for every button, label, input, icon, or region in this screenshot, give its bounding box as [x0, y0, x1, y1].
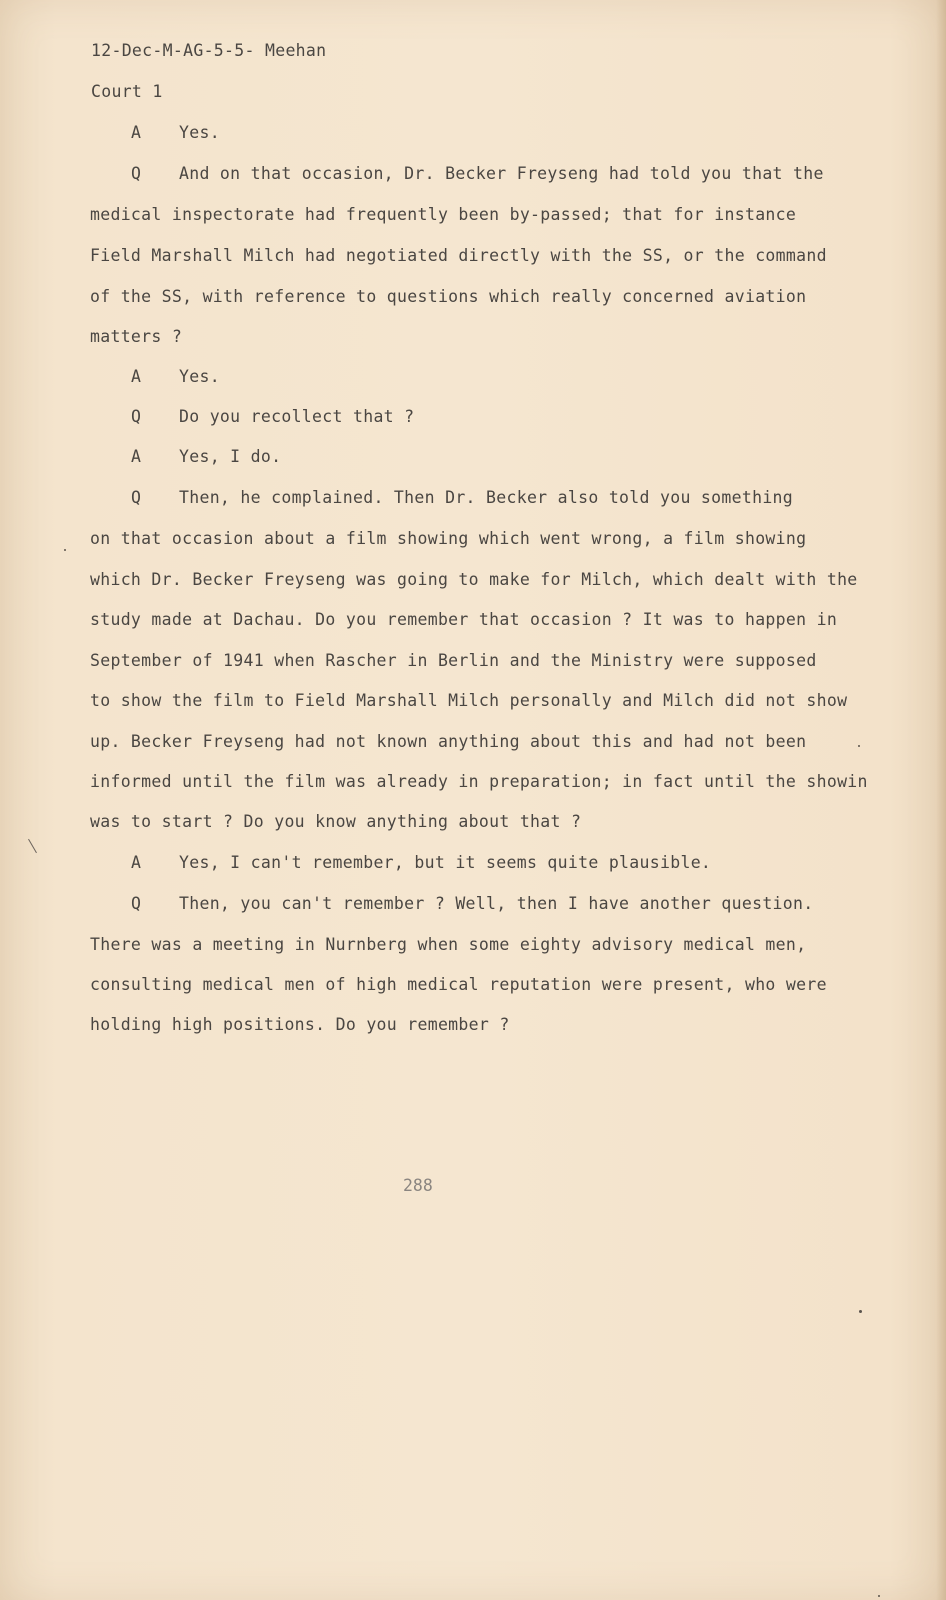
text-line: holding high positions. Do you remember ?: [90, 1015, 510, 1034]
paper-speck: [64, 549, 66, 551]
line-text: Do you recollect that ?: [179, 407, 415, 426]
text-line: matters ?: [90, 327, 183, 346]
text-line: was to start ? Do you know anything about that ?: [90, 812, 582, 831]
speaker-label: A: [131, 853, 142, 872]
question-line: [131, 163, 824, 185]
paper-speck: [858, 745, 860, 747]
line-text: Then, you can't remember ? Well, then I have another question.: [179, 894, 814, 913]
header-court: Court 1: [91, 82, 163, 101]
text-line: September of 1941 when Rascher in Berlin and the Ministry were supposed: [90, 651, 817, 670]
text-line: to show the film to Field Marshall Milch personally and Milch did not show: [90, 691, 848, 710]
text-line: Field Marshall Milch had negotiated directly with the SS, or the command: [90, 246, 827, 265]
speaker-label: A: [131, 447, 142, 466]
question-line: [131, 487, 793, 509]
line-text: Yes.: [179, 367, 220, 386]
line-text: And on that occasion, Dr. Becker Freyseng had told you that the: [179, 164, 824, 183]
text-line: There was a meeting in Nurnberg when some eighty advisory medical men,: [90, 935, 807, 954]
answer-line: [131, 366, 220, 388]
line-text: Then, he complained. Then Dr. Becker also told you something: [179, 488, 794, 507]
question-line: [131, 406, 414, 428]
page-edge-shadow: [936, 0, 946, 1600]
speaker-label: Q: [131, 407, 142, 426]
line-text: Yes.: [179, 123, 220, 142]
ink-mark: [28, 839, 37, 853]
text-line: informed until the film was already in preparation; in fact until the showin: [90, 772, 868, 791]
text-line: up. Becker Freyseng had not known anything about this and had not been: [90, 732, 807, 751]
line-text: Yes, I do.: [179, 447, 282, 466]
speaker-label: Q: [131, 894, 142, 913]
speaker-label: A: [131, 123, 142, 142]
speaker-label: A: [131, 367, 142, 386]
text-line: consulting medical men of high medical reputation were present, who were: [90, 975, 827, 994]
speaker-label: Q: [131, 164, 142, 183]
answer-line: [131, 852, 711, 874]
page-number: 288: [403, 1176, 433, 1195]
answer-line: [131, 122, 220, 144]
text-line: study made at Dachau. Do you remember that occasion ? It was to happen in: [90, 610, 838, 629]
text-line: medical inspectorate had frequently been by-passed; that for instance: [90, 205, 797, 224]
text-line: which Dr. Becker Freyseng was going to make for Milch, which dealt with the: [90, 570, 858, 589]
text-line: of the SS, with reference to questions which really concerned aviation: [90, 287, 807, 306]
header-reference: 12-Dec-M-AG-5-5- Meehan: [91, 41, 327, 60]
text-line: on that occasion about a film showing which went wrong, a film showing: [90, 529, 807, 548]
answer-line: [131, 446, 281, 468]
speaker-label: Q: [131, 488, 142, 507]
paper-speck: [878, 1595, 880, 1597]
line-text: Yes, I can't remember, but it seems quite plausible.: [179, 853, 712, 872]
question-line: [131, 893, 814, 915]
paper-speck: [859, 1310, 862, 1313]
